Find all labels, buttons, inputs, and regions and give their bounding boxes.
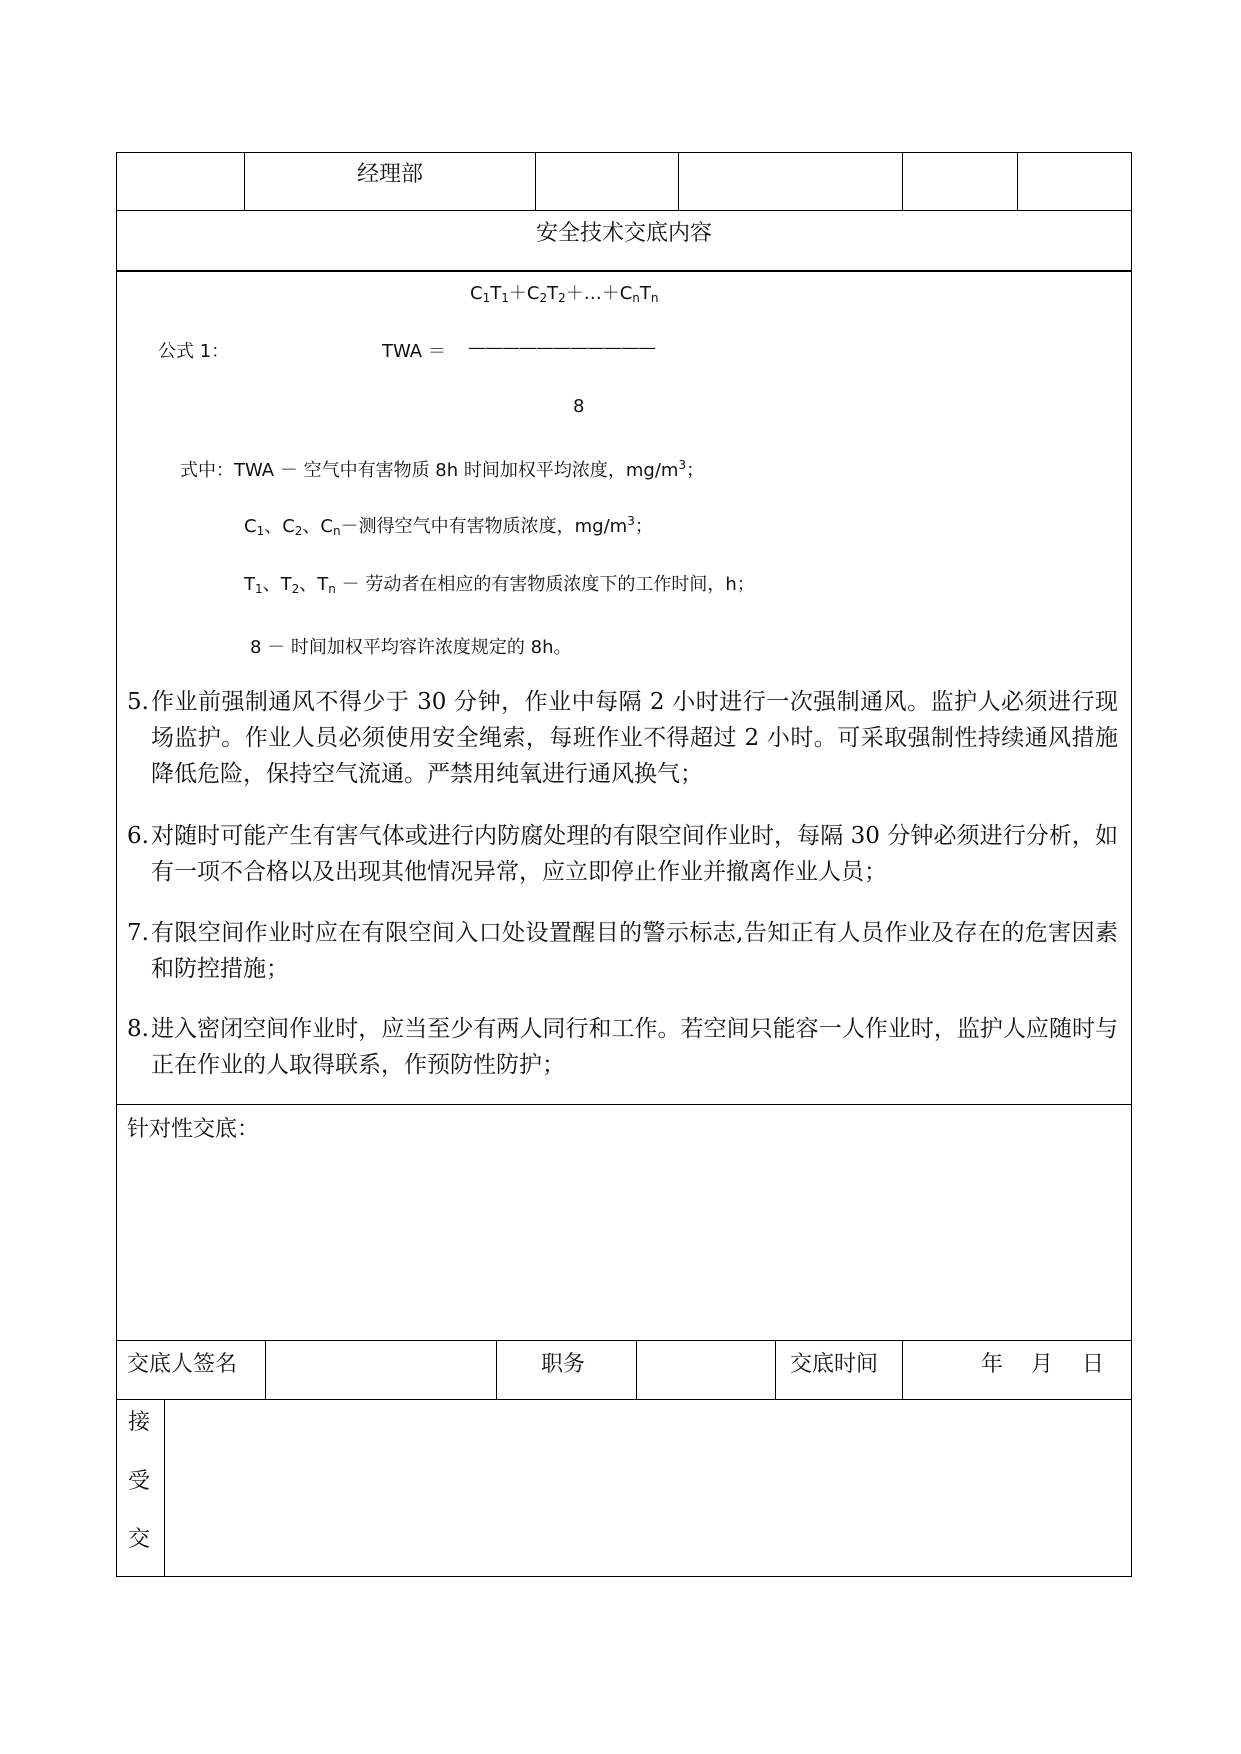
receiver-signature-area[interactable] bbox=[165, 1400, 1131, 1576]
position-field[interactable] bbox=[637, 1341, 775, 1399]
item-text: 作业前强制通风不得少于 30 分钟，作业中每隔 2 小时进行一次强制通风。监护人必须进行现场监护。作业人员必须使用安全绳索，每班作业不得超过 2 小时。可采取强制性持续通风措施降低危险，保持空气流通。严禁用纯氧进行通风换气； bbox=[151, 689, 1118, 787]
formula-lhs: TWA ＝ bbox=[382, 341, 446, 362]
formula-fraction-bar: ——————————— bbox=[468, 337, 655, 358]
position-label: 职务 bbox=[541, 1352, 586, 1377]
date-year: 年 bbox=[981, 1352, 1004, 1377]
item-text: 对随时可能产生有害气体或进行内防腐处理的有限空间作业时，每隔 30 分钟必须进行分析，如有一项不合格以及出现其他情况异常，应立即停止作业并撤离作业人员； bbox=[151, 823, 1118, 885]
signer-field[interactable] bbox=[266, 1341, 496, 1399]
header-cell-empty-2 bbox=[536, 153, 678, 210]
formula-numerator: $C_1T_1+C_2T_2+\dots+C_nT_n$ bbox=[470, 283, 659, 305]
item-number: 5. bbox=[127, 689, 149, 715]
header-cell-empty-5 bbox=[1018, 153, 1131, 210]
definition-twa: 式中：TWA － 空气中有害物质 8h 时间加权平均浓度，$mg/m^3$； bbox=[180, 458, 705, 481]
header-cell-empty-4 bbox=[903, 153, 1017, 210]
receiver-char: 接 bbox=[128, 1410, 151, 1435]
item-number: 7. bbox=[127, 920, 149, 946]
signer-label: 交底人签名 bbox=[127, 1352, 238, 1377]
targeted-label: 针对性交底： bbox=[127, 1117, 260, 1142]
date-month: 月 bbox=[1031, 1352, 1054, 1377]
section-title: 安全技术交底内容 bbox=[535, 220, 712, 246]
formula-denominator: 8 bbox=[573, 396, 585, 417]
section-title-row bbox=[117, 211, 1131, 251]
department-cell bbox=[245, 152, 535, 192]
item-text: 有限空间作业时应在有限空间入口处设置醒目的警示标志,告知正有人员作业及存在的危害因素和防控措施； bbox=[151, 920, 1118, 982]
targeted-content-area[interactable] bbox=[117, 1150, 1131, 1339]
time-label: 交底时间 bbox=[790, 1352, 879, 1377]
department-label: 经理部 bbox=[356, 161, 423, 187]
formula-label: 公式 1： bbox=[158, 341, 230, 362]
definition-c: $C_1$、$C_2$、$C_n-$测得空气中有害物质浓度，$mg/m^3$； bbox=[244, 514, 653, 538]
header-cell-empty-3 bbox=[679, 153, 902, 210]
item-number: 6. bbox=[127, 823, 149, 849]
receiver-char: 受 bbox=[128, 1469, 151, 1494]
receiver-char: 交 bbox=[128, 1527, 151, 1552]
definition-t: $T_1$、$T_2$、$T_n$ － 劳动者在相应的有害物质浓度下的工作时间，h； bbox=[244, 574, 755, 596]
header-cell-empty-1 bbox=[117, 153, 244, 210]
definition-eight: 8 － 时间加权平均容许浓度规定的 8h。 bbox=[250, 637, 572, 658]
item-number: 8. bbox=[127, 1016, 149, 1042]
item-text: 进入密闭空间作业时，应当至少有两人同行和工作。若空间只能容一人作业时，监护人应随时与正在作业的人取得联系，作预防性防护； bbox=[151, 1016, 1118, 1078]
date-day: 日 bbox=[1082, 1352, 1105, 1377]
